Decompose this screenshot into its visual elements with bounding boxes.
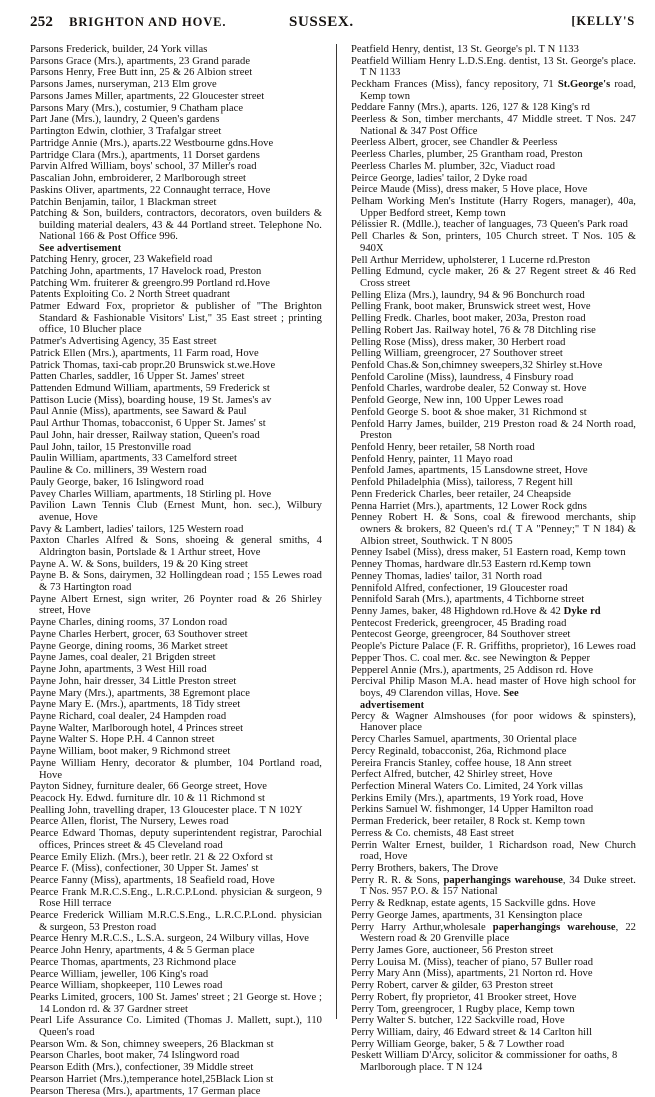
directory-entry: Peacock Hy. Edwd. furniture dlr. 10 & 11 Richmond st — [30, 793, 266, 804]
directory-columns — [30, 44, 637, 1097]
directory-entry: Perry R. R. & Sons, paperhangings warehouse, 34 Duke street. T Nos. 957 P.O. & 157 National — [351, 874, 636, 898]
directory-entry: Pepper Thos. C. coal mer. &c. see Newington & Pepper — [351, 652, 591, 664]
directory-entry: Pentecost Frederick, greengrocer, 45 Brading road — [351, 617, 567, 629]
directory-entry: Perry James Gore, auctioneer, 56 Preston street — [351, 944, 554, 956]
directory-entry: Penfold Charles, wardrobe dealer, 52 Conway st. Hove — [351, 383, 587, 395]
directory-entry: People's Picture Palace (F. R. Griffiths, proprietor), 16 Lewes road — [351, 641, 636, 653]
directory-entry: Peckham Frances (Miss), fancy repository, 71 St.George's road, Kemp town — [351, 79, 636, 102]
directory-entry: Percival Philip Mason M.A. head master of Hove high school for boys, 49 Clarendon villas, Hove. See — [351, 676, 636, 699]
directory-entry: Partington Edwin, clothier, 3 Trafalgar street — [30, 126, 222, 138]
directory-entry: Payne Walter S. Hope P.H. 4 Cannon street — [30, 734, 215, 746]
directory-entry: Perry Mary Ann (Miss), apartments, 21 Norton rd. Hove — [351, 968, 593, 980]
header-county-name: SUSSEX. — [289, 14, 354, 30]
directory-entry: Pelling William, greengrocer, 27 Southover street — [351, 348, 563, 360]
directory-entry: Paul John, tailor, 15 Prestonville road — [30, 441, 192, 453]
directory-entry: Pearks Limited, grocers, 100 St. James' street ; 21 George st. Hove ; 14 London rd. & 37 Gardner street — [30, 992, 322, 1015]
directory-entry: Payne John, apartments, 3 West Hill road — [30, 664, 207, 676]
directory-entry: Paxton Charles Alfred & Sons, shoeing & general smiths, 4 Aldrington basin, Portslade & 1 Arthur street, Hove — [30, 535, 322, 558]
directory-entry: Penney Thomas, hardware dlr.53 Eastern rd.Kemp town — [351, 559, 591, 571]
directory-entry: Pelling Rose (Miss), dress maker, 30 Herbert road — [351, 336, 566, 348]
directory-entry: Pavey Charles William, apartments, 18 Stirling pl. Hove — [30, 488, 272, 500]
directory-entry: Parsons Mary (Mrs.), costumier, 9 Chatham place — [30, 102, 244, 114]
directory-entry: Partridge Annie (Mrs.), aparts.22 Westbourne gdns.Hove — [30, 137, 274, 149]
directory-entry: Payne B. & Sons, dairymen, 32 Hollingdean road ; 155 Lewes road & 73 Hartington road — [30, 570, 322, 594]
directory-entry: Parsons James Miller, apartments, 22 Gloucester street — [30, 90, 265, 102]
directory-entry: Parsons Henry, Free Butt inn, 25 & 26 Albion street — [30, 67, 253, 79]
page-number: 252 — [30, 14, 54, 30]
directory-entry: Pelham Working Men's Institute (Harry Rogers, manager), 40a, Upper Bedford street, Kemp town — [351, 196, 636, 219]
directory-entry: Pealling John, travelling draper, 13 Gloucester place. T N 102Y — [30, 804, 303, 816]
directory-entry: Perress & Co. chemists, 48 East street — [351, 827, 515, 839]
directory-entry: Pearce John Henry, apartments, 4 & 5 German place — [30, 945, 255, 957]
directory-entry: Paul John, hair dresser, Railway station, Queen's road — [30, 429, 260, 441]
left-column — [30, 44, 330, 1097]
directory-entry: Perkins Samuel W. fishmonger, 14 Upper Hamilton road — [351, 804, 594, 816]
running-header — [30, 14, 637, 40]
directory-entry: Payne John, hair dresser, 34 Little Preston street — [30, 675, 237, 687]
directory-entry: Peerless & Son, timber merchants, 47 Middle street. T Nos. 247 National & 347 Post Office — [351, 114, 636, 137]
directory-entry: Pearson Wm. & Son, chimney sweepers, 26 Blackman st — [30, 1038, 274, 1050]
directory-entry: Payne Charles Herbert, grocer, 63 Southover street — [30, 628, 248, 640]
directory-entry: Perman Frederick, beer retailer, 8 Rock st. Kemp town — [351, 816, 586, 828]
directory-entry: Perry William, dairy, 46 Edward street & 14 Carlton hill — [351, 1026, 593, 1038]
see-advertisement-inline: See — [503, 687, 519, 699]
directory-entry: Pearce Fanny (Miss), apartments, 18 Seafield road, Hove — [30, 875, 275, 886]
directory-entry: Pattison Lucie (Miss), boarding house, 19 St. James's av — [30, 394, 272, 406]
directory-entry: Payne Mary (Mrs.), apartments, 38 Egremont place — [30, 687, 251, 699]
directory-entry: Patmer Edward Fox, proprietor & publisher of "The Brighton Standard & Fashionable Visitors' List," 35 East street ; printing office, 10 Blucher place — [30, 301, 322, 336]
directory-entry: Parvin Alfred William, boys' school, 37 Miller's road — [30, 161, 257, 173]
emphasised-text: Dyke rd — [563, 605, 601, 617]
directory-entry: Payne William, boot maker, 9 Richmond street — [30, 746, 231, 758]
directory-entry: Payne A. W. & Sons, builders, 19 & 20 King street — [30, 558, 248, 570]
directory-entry: Peatfield Henry, dentist, 13 St. George's pl. T N 1133 — [351, 44, 579, 55]
directory-entry: Penny James, baker, 48 Highdown rd.Hove & 42 Dyke rd — [351, 605, 601, 617]
directory-entry: Pelling Edmund, cycle maker, 26 & 27 Regent street & 46 Red Cross street — [351, 266, 636, 289]
directory-entry: Perry George James, apartments, 31 Kensington place — [351, 909, 583, 921]
directory-entry: Penna Harriet (Mrs.), apartments, 12 Lower Rock gdns — [351, 500, 587, 512]
directory-entry: Pearce Emily Elizh. (Mrs.), beer retlr. 21 & 22 Oxford st — [30, 851, 273, 863]
directory-entry: Peirce Maude (Miss), dress maker, 5 Hove place, Hove — [351, 184, 588, 196]
directory-entry: Pavy & Lambert, ladies' tailors, 125 Western road — [30, 523, 244, 535]
directory-entry: Parsons Frederick, builder, 24 York villas — [30, 44, 208, 55]
header-publisher-name: [KELLY'S — [571, 14, 635, 28]
directory-entry: Pearce Thomas, apartments, 23 Richmond place — [30, 956, 237, 968]
directory-entry: Penney Thomas, ladies' tailor, 31 North road — [351, 570, 542, 582]
see-advertisement-note: See advertisement — [39, 243, 122, 255]
directory-entry: Pearl Life Assurance Co. Limited (Thomas J. Mallett, supt.), 110 Queen's road — [30, 1015, 322, 1038]
directory-entry: Payne George, dining rooms, 36 Market street — [30, 640, 228, 652]
directory-entry: Pearson Theresa (Mrs.), apartments, 17 German place — [30, 1085, 261, 1097]
directory-entry: Payne Mary E. (Mrs.), apartments, 18 Tidy street — [30, 699, 241, 711]
directory-entry: Patents Exploiting Co. 2 North Street quadrant — [30, 289, 231, 301]
directory-entry: Perfect Alfred, butcher, 42 Shirley street, Hove — [351, 769, 553, 781]
directory-entry: Perry Louisa M. (Miss), teacher of piano, 57 Buller road — [351, 956, 594, 968]
directory-entry: Perry Robert, carver & gilder, 63 Preston street — [351, 980, 554, 992]
directory-entry: Percy & Wagner Almshouses (for poor widows & spinsters), Hanover place — [351, 710, 636, 734]
directory-entry: Pelling Eliza (Mrs.), laundry, 94 & 96 Bonchurch road — [351, 289, 585, 301]
see-advertisement-note: advertisement — [360, 699, 425, 711]
directory-entry: Pelling Fredk. Charles, boot maker, 203a, Preston road — [351, 313, 586, 325]
directory-entry: Pauly George, baker, 16 Islingword road — [30, 476, 204, 488]
directory-entry: Pearce William, shopkeeper, 110 Lewes road — [30, 980, 223, 992]
directory-entry: Patrick Ellen (Mrs.), apartments, 11 Farm road, Hove — [30, 347, 259, 359]
directory-entry: Perry Harry Arthur,wholesale paperhangings warehouse, 22 Western road & 20 Grenville place — [351, 921, 637, 945]
directory-entry: Perry Tom, greengrocer, 1 Rugby place, Kemp town — [351, 1003, 575, 1015]
directory-entry: Patching Henry, grocer, 23 Wakefield road — [30, 254, 213, 266]
directory-entry: Perrin Walter Ernest, builder, 1 Richardson road, New Church road, Hove — [351, 839, 636, 863]
directory-entry: Pearce William, jeweller, 106 King's road — [30, 968, 209, 980]
directory-entry: Payne James, coal dealer, 21 Brigden street — [30, 652, 216, 664]
directory-entry: Payne Charles, dining rooms, 37 London road — [30, 617, 228, 629]
directory-entry: Paul Annie (Miss), apartments, see Saward & Paul — [30, 406, 247, 418]
directory-entry: Penfold Henry, beer retailer, 58 North road — [351, 441, 535, 453]
directory-entry: Payne William Henry, decorator & plumber, 104 Portland road, Hove — [30, 757, 322, 781]
directory-entry: Patching Wm. fruiterer & greengro.99 Portland rd.Hove — [30, 277, 271, 289]
directory-entry: Pearce Henry M.R.C.S., L.S.A. surgeon, 24 Wilbury villas, Hove — [30, 933, 310, 945]
directory-entry: Pascalian John, embroiderer, 2 Marlborough street — [30, 173, 247, 185]
directory-entry: Pell Charles & Son, printers, 105 Church street. T Nos. 105 & 940X — [351, 231, 636, 254]
directory-entry: Pearson Harriet (Mrs.),temperance hotel,25Black Lion st — [30, 1073, 274, 1085]
directory-entry: Penfold Harry James, builder, 219 Preston road & 24 North road, Preston — [351, 418, 636, 442]
directory-entry: Penfold Chas.& Son,chimney sweepers,32 Shirley st.Hove — [351, 359, 603, 371]
directory-entry: Patrick Thomas, taxi-cab propr.20 Brunswick st.we.Hove — [30, 359, 276, 371]
directory-entry: Pell Arthur Merridew, upholsterer, 1 Lucerne rd.Preston — [351, 254, 591, 266]
directory-entry: Penfold Henry, painter, 11 Mayo road — [351, 453, 513, 465]
directory-entry: Pelling Robert Jas. Railway hotel, 76 & 78 Ditchling rise — [351, 324, 596, 336]
directory-entry: Perry & Redknap, estate agents, 15 Sackville gdns. Hove — [351, 898, 596, 910]
directory-entry: Pélissier R. (Mdlle.), teacher of languages, 73 Queen's Park road — [351, 219, 628, 231]
directory-entry: Payton Sidney, furniture dealer, 66 George street, Hove — [30, 781, 268, 793]
directory-entry: Pelling Frank, boot maker, Brunswick street west, Hove — [351, 301, 591, 313]
directory-entry: Pennifold Alfred, confectioner, 19 Gloucester road — [351, 582, 568, 594]
directory-entry: Penfold James, apartments, 15 Lansdowne street, Hove — [351, 465, 588, 477]
directory-entry: Penn Frederick Charles, beer retailer, 24 Cheapside — [351, 488, 572, 500]
directory-entry: Penfold Philadelphia (Miss), tailoress, 7 Regent hill — [351, 477, 573, 489]
directory-entry: Perry Brothers, bakers, The Drove — [351, 862, 499, 874]
directory-entry: Peerless Charles M. plumber, 32c, Viaduct road — [351, 160, 556, 172]
directory-entry: Peatfield William Henry L.D.S.Eng. dentist, 13 St. George's place. T N 1133 — [351, 55, 636, 79]
directory-entry: Pauline & Co. milliners, 39 Western road — [30, 465, 207, 477]
directory-entry: Pattenden Edmund William, apartments, 59 Frederick st — [30, 383, 270, 394]
directory-entry: Perfection Mineral Waters Co. Limited, 24 York villas — [351, 780, 583, 792]
directory-entry: Parsons Grace (Mrs.), apartments, 23 Grand parade — [30, 55, 251, 67]
directory-entry: Patten Charles, saddler, 16 Upper St. James' street — [30, 371, 245, 383]
directory-entry: Patching John, apartments, 17 Havelock road, Preston — [30, 265, 262, 277]
directory-entry: Penfold George S. boot & shoe maker, 31 Richmond st — [351, 406, 587, 418]
directory-entry: Payne Albert Ernest, sign writer, 26 Poynter road & 26 Shirley street, Hove — [30, 593, 322, 617]
directory-entry: Partridge Clara (Mrs.), apartments, 11 Dorset gardens — [30, 149, 260, 161]
directory-entry: Perry Walter S. butcher, 122 Sackville road, Hove — [351, 1015, 565, 1027]
directory-entry: Pearce Edward Thomas, deputy superintendent registrar, Parochial offices, Princes street & 45 Cleveland road — [30, 828, 322, 851]
directory-entry: Perkins Emily (Mrs.), apartments, 19 York road, Hove — [351, 792, 584, 804]
directory-entry: Patching & Son, builders, contractors, decorators, oven builders & building material dealers, 43 & 44 Portland street. Telephone No. National 166 & Post Office 996. — [30, 208, 322, 243]
directory-entry: Penfold George, New inn, 100 Upper Lewes road — [351, 395, 564, 407]
directory-entry: Pearce Frank M.R.C.S.Eng., L.R.C.P.Lond. physician & surgeon, 9 Rose Hill terrace — [30, 886, 322, 910]
directory-entry: Part Jane (Mrs.), laundry, 2 Queen's gardens — [30, 114, 220, 126]
directory-entry: Paskins Oliver, apartments, 22 Connaught terrace, Hove — [30, 184, 271, 196]
directory-entry: Pearce F. (Miss), confectioner, 30 Upper St. James' st — [30, 863, 259, 875]
right-column — [336, 44, 637, 1074]
directory-entry: Paulin William, apartments, 33 Camelford street — [30, 453, 237, 465]
directory-entry: Pavilion Lawn Tennis Club (Ernest Munt, hon. sec.), Wilbury avenue, Hove — [30, 500, 322, 523]
directory-entry: Pennifold Sarah (Mrs.), apartments, 4 Tichborne street — [351, 594, 585, 606]
directory-entry: Patchin Benjamin, tailor, 1 Blackman street — [30, 196, 217, 208]
directory-entry: Peerless Albert, grocer, see Chandler & Peerless — [351, 137, 558, 149]
emphasised-text: St.George's — [557, 79, 611, 91]
directory-entry: Payne Richard, coal dealer, 24 Hampden road — [30, 711, 227, 722]
directory-entry: Paul Arthur Thomas, tobacconist, 6 Upper St. James' st — [30, 418, 266, 430]
directory-entry: Perry William George, baker, 5 & 7 Lowther road — [351, 1038, 565, 1050]
emphasised-text: paperhangings warehouse — [443, 874, 563, 886]
directory-entry: Payne Walter, Marlborough hotel, 4 Princes street — [30, 722, 244, 734]
directory-entry: Pearson Charles, boot maker, 74 Islingword road — [30, 1050, 240, 1062]
directory-entry: Penfold Caroline (Miss), laundress, 4 Finsbury road — [351, 371, 574, 383]
header-place-name: BRIGHTON AND HOVE. — [69, 15, 227, 29]
directory-entry: Percy Charles Samuel, apartments, 30 Oriental place — [351, 734, 577, 746]
directory-entry: Penney Robert H. & Sons, coal & firewood merchants, ship owners & brokers, 82 Queen's rd.( T A "Penney;" T N 184) & Albion street, Southwick. T N 8005 — [351, 512, 636, 547]
directory-entry: Pearce Allen, florist, The Nursery, Lewes road — [30, 816, 229, 828]
emphasised-text: paperhangings warehouse — [492, 921, 616, 933]
directory-entry: Peddare Fanny (Mrs.), aparts. 126, 127 & 128 King's rd — [351, 102, 590, 114]
directory-entry: Pereira Francis Stanley, coffee house, 18 Ann street — [351, 757, 572, 769]
directory-entry: Penney Isabel (Miss), dress maker, 51 Eastern road, Kemp town — [351, 547, 626, 559]
directory-entry: Pentecost George, greengrocer, 84 Southover street — [351, 629, 571, 641]
directory-entry: Percy Reginald, tobacconist, 26a, Richmond place — [351, 745, 567, 757]
directory-entry: Pepperel Annie (Mrs.), apartments, 25 Addison rd. Hove — [351, 664, 594, 676]
directory-entry: Peirce George, ladies' tailor, 2 Dyke road — [351, 172, 528, 184]
directory-entry: Peerless Charles, plumber, 25 Grantham road, Preston — [351, 149, 583, 161]
directory-entry: Patmer's Advertising Agency, 35 East street — [30, 336, 217, 348]
directory-entry: Perry Robert, fly proprietor, 41 Brooker street, Hove — [351, 991, 577, 1003]
directory-entry: Parsons James, nurseryman, 213 Elm grove — [30, 79, 217, 91]
directory-entry: Pearson Edith (Mrs.), confectioner, 39 Middle street — [30, 1062, 254, 1074]
directory-entry: Pearce Frederick William M.R.C.S.Eng., L.R.C.P.Lond. physician & surgeon, 53 Preston road — [30, 910, 322, 933]
directory-entry: Peskett William D'Arcy, solicitor & commissioner for oaths, 8 Marlborough place. T N 124 — [351, 1050, 618, 1074]
